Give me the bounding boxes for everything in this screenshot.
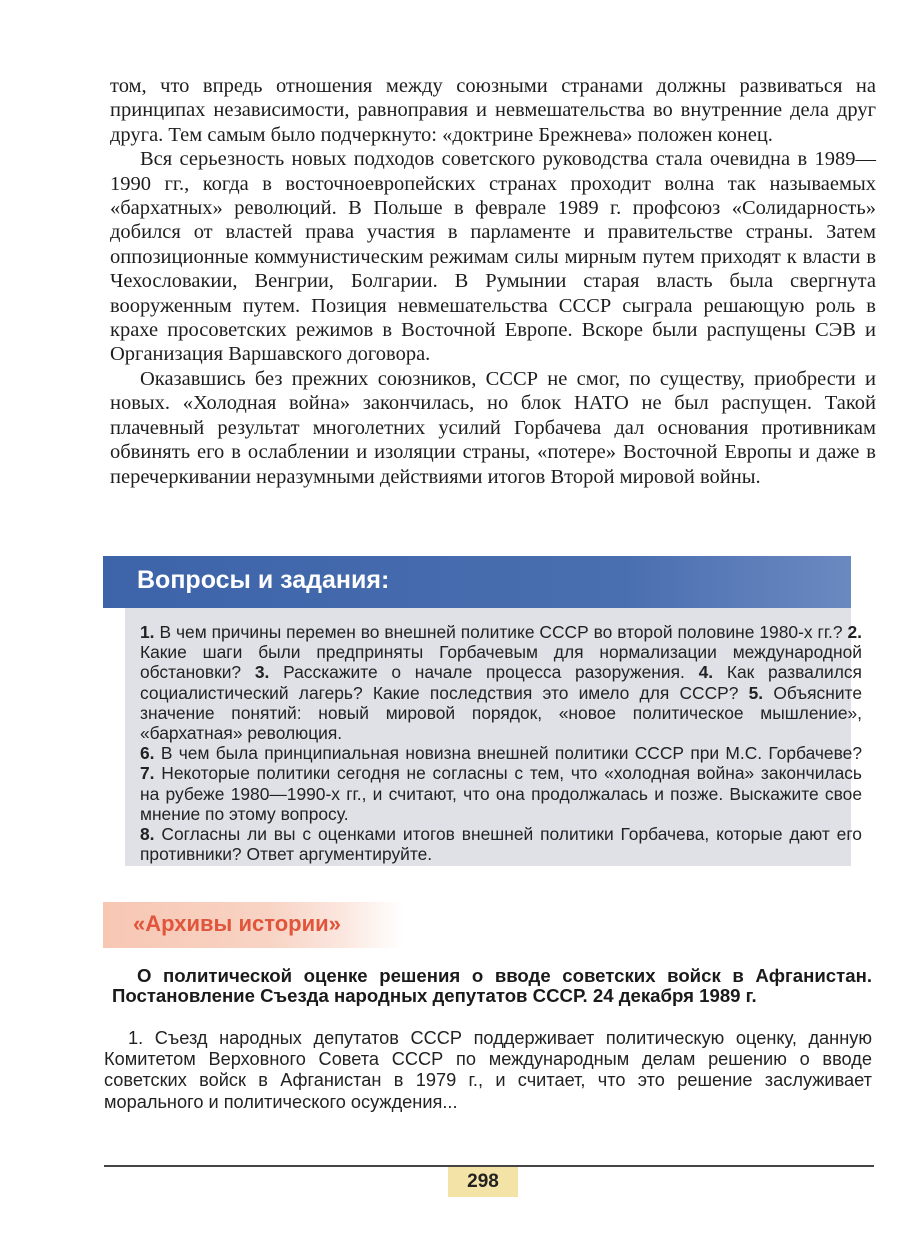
question-text: Какие шаги были предприняты Горбачевым для нормализации международной обстановки? bbox=[140, 642, 862, 683]
document-text: 1. Съезд народных депутатов СССР поддерживает политическую оценку, данную Комитетом Верховного Совета СССР по международным делам решению о вводе советских войск в Афганистан в 1979 г., и считает, что это решение заслуживает морального и политического осуждения... bbox=[104, 1028, 872, 1112]
question-text: Расскажите о начале процесса разоружения. bbox=[283, 662, 685, 683]
questions-header bbox=[103, 556, 851, 608]
question-text: В чем была принципиальная новизна внешней политики СССР при М.С. Горбачеве? bbox=[160, 743, 862, 764]
question-number: 7. bbox=[140, 763, 155, 784]
question-text: Объясните значение понятий: новый мировой порядок, «новое политическое мышление», «бархатная» революция. bbox=[140, 682, 862, 744]
question-number: 1. bbox=[140, 622, 155, 642]
question-number: 3. bbox=[254, 662, 270, 683]
question-number: 4. bbox=[698, 662, 714, 683]
archive-heading: «Архивы истории» bbox=[133, 911, 341, 936]
paragraph: Вся серьезность новых подходов советского руководства стала очевидна в 1989—1990 гг., когда в восточноевропейских странах проходит волна так называемых «бархатных» революций. В Польше в феврале 1989 г. профсоюз «Солидарность» добился от властей права участия в парламенте и правительстве страны. Затем оппозиционные коммунистическим режимам силы мирным путем приходят к власти в Чехословакии, Венгрии, Болгарии. В Румынии старая власть была свергнута вооруженным путем. Позиция невмешательства СССР сыграла решающую роль в крахе просоветских режимов в Восточной Европе. Вскоре были распущены СЭВ и Организация Варшавского договора. bbox=[110, 148, 876, 366]
question-text: Как развалился социалистический лагерь? Какие последствия это имело для СССР? bbox=[140, 662, 862, 703]
question-number: 5. bbox=[748, 682, 764, 703]
question-text: Согласны ли вы с оценками итогов внешней политики Горбачева, которые дают его противники? Ответ аргументируйте. bbox=[140, 824, 862, 865]
question-number: 2. bbox=[847, 622, 862, 642]
archive-header bbox=[103, 902, 403, 948]
questions-list bbox=[140, 622, 862, 864]
question-text: В чем причины перемен во внешней политике СССР во второй половине 1980-х гг.? bbox=[159, 622, 843, 642]
question-number: 6. bbox=[140, 743, 155, 764]
question-text: Некоторые политики сегодня не согласны с тем, что «холодная война» закончилась на рубеже 1980—1990-х гг., и считают, что она продолжалась и позже. Выскажите свое мнение по этому вопросу. bbox=[140, 763, 862, 824]
document-title-text: О политической оценке решения о вводе советских войск в Афганистан. Постановление Съезда народных депутатов СССР. 24 декабря 1989 г. bbox=[112, 965, 872, 1006]
document-title bbox=[112, 966, 872, 1005]
page-number: 298 bbox=[448, 1167, 518, 1197]
paragraph: Оказавшись без прежних союзников, СССР не смог, по существу, приобрести и новых. «Холодная война» закончилась, но блок НАТО не был распущен. Такой плачевный результат многолетних усилий Горбачева дал основания противникам обвинять его в ослаблении и изоляции страны, «потере» Восточной Европы и даже в перечеркивании неразумными действиями итогов Второй мировой войны. bbox=[110, 367, 876, 488]
intro-text bbox=[110, 74, 876, 489]
question-number: 8. bbox=[140, 824, 155, 845]
questions-heading: Вопросы и задания: bbox=[137, 566, 390, 594]
paragraph: том, что впредь отношения между союзными странами должны развиваться на принципах независимости, равноправия и невмешательства во внутренние дела друг друга. Тем самым было подчеркнуто: «доктрине Брежнева» положен конец. bbox=[110, 75, 876, 146]
document-excerpt bbox=[104, 1028, 872, 1113]
